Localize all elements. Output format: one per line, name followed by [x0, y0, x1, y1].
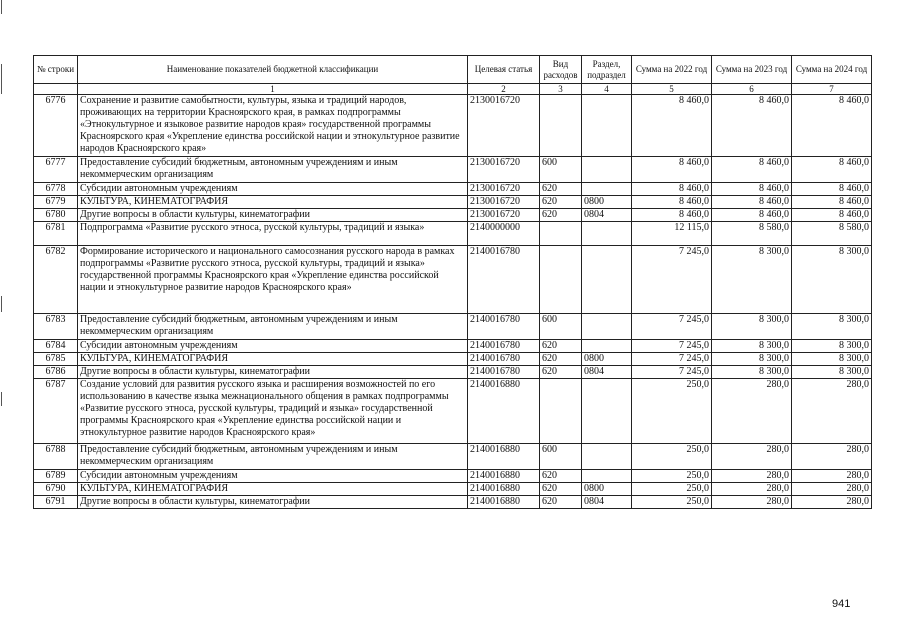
target-article-code: 2140016780: [468, 353, 540, 366]
sum-2022: 8 460,0: [632, 183, 712, 196]
section-code: [582, 222, 632, 246]
sum-2024: 280,0: [792, 444, 872, 470]
expense-type-code: [540, 246, 582, 314]
indicator-name: Создание условий для развития русского языка и расширения возможностей по его использованию в качестве языка межнационального общения в рамках подпрограммы «Развитие русского этноса, русской культуры, традиций и языка» государственной программы Красноярского края «Укрепление единства российской нации и этнокультурное развитие народов Красноярского края»: [78, 379, 468, 444]
sum-2022: 7 245,0: [632, 366, 712, 379]
header-sum-2024: Сумма на 2024 год: [792, 56, 872, 84]
expense-type-code: 620: [540, 470, 582, 483]
sum-2024: 8 460,0: [792, 183, 872, 196]
column-number: 2: [468, 84, 540, 95]
indicator-name: Субсидии автономным учреждениям: [78, 183, 468, 196]
indicator-name: Сохранение и развитие самобытности, культуры, языка и традиций народов, проживающих на территории Красноярского края, в рамках подпрограммы «Этнокультурное и языковое развитие народов края» государственной программы Красноярского края «Укрепление единства российской нации и этнокультурное развитие народов Красноярского края»: [78, 95, 468, 157]
section-code: 0804: [582, 366, 632, 379]
indicator-name: Другие вопросы в области культуры, кинематографии: [78, 209, 468, 222]
sum-2022: 8 460,0: [632, 95, 712, 157]
section-code: [582, 470, 632, 483]
section-code: [582, 183, 632, 196]
expense-type-code: [540, 222, 582, 246]
sum-2023: 8 460,0: [712, 183, 792, 196]
indicator-name: КУЛЬТУРА, КИНЕМАТОГРАФИЯ: [78, 196, 468, 209]
table-row: [34, 470, 872, 483]
row-number: 6789: [34, 470, 78, 483]
sum-2023: 280,0: [712, 483, 792, 496]
section-code: 0800: [582, 353, 632, 366]
table-row: [34, 496, 872, 509]
expense-type-code: 620: [540, 483, 582, 496]
row-number: 6785: [34, 353, 78, 366]
expense-type-code: 600: [540, 314, 582, 340]
section-code: 0800: [582, 196, 632, 209]
scan-edge-mark: [1, 392, 2, 406]
sum-2022: 7 245,0: [632, 314, 712, 340]
indicator-name: Другие вопросы в области культуры, кинематографии: [78, 366, 468, 379]
indicator-name: Предоставление субсидий бюджетным, автономным учреждениям и иным некоммерческим организациям: [78, 157, 468, 183]
table-row: [34, 183, 872, 196]
sum-2024: 8 460,0: [792, 196, 872, 209]
sum-2023: 8 300,0: [712, 340, 792, 353]
column-number-row: [34, 84, 872, 95]
sum-2023: 8 460,0: [712, 157, 792, 183]
sum-2023: 280,0: [712, 496, 792, 509]
target-article-code: 2140016780: [468, 314, 540, 340]
sum-2022: 7 245,0: [632, 246, 712, 314]
sum-2024: 280,0: [792, 496, 872, 509]
table-row: [34, 366, 872, 379]
column-number: 6: [712, 84, 792, 95]
expense-type-code: 620: [540, 196, 582, 209]
sum-2022: 8 460,0: [632, 196, 712, 209]
indicator-name: Другие вопросы в области культуры, кинематографии: [78, 496, 468, 509]
sum-2023: 280,0: [712, 379, 792, 444]
sum-2022: 250,0: [632, 496, 712, 509]
indicator-name: Формирование исторического и национального самосознания русского народа в рамках подпрограммы «Развитие русского этноса, русской культуры, традиций и языка» государственной программы Красноярского края «Укрепление единства российской нации и этнокультурное развитие народов Красноярского края»: [78, 246, 468, 314]
sum-2022: 8 460,0: [632, 209, 712, 222]
table-row: [34, 95, 872, 157]
row-number: 6786: [34, 366, 78, 379]
sum-2022: 250,0: [632, 379, 712, 444]
sum-2024: 8 460,0: [792, 95, 872, 157]
row-number: 6787: [34, 379, 78, 444]
expense-type-code: 620: [540, 340, 582, 353]
row-number: 6781: [34, 222, 78, 246]
sum-2024: 280,0: [792, 470, 872, 483]
sum-2023: 8 300,0: [712, 314, 792, 340]
budget-table: [33, 55, 872, 509]
header-row-number: № строки: [34, 56, 78, 84]
target-article-code: 2130016720: [468, 183, 540, 196]
row-number: 6777: [34, 157, 78, 183]
indicator-name: Предоставление субсидий бюджетным, автономным учреждениям и иным некоммерческим организациям: [78, 444, 468, 470]
header-target-article: Целевая статья: [468, 56, 540, 84]
expense-type-code: [540, 95, 582, 157]
target-article-code: 2140016880: [468, 379, 540, 444]
sum-2024: 8 300,0: [792, 366, 872, 379]
column-number: 4: [582, 84, 632, 95]
sum-2024: 8 300,0: [792, 246, 872, 314]
section-code: [582, 340, 632, 353]
table-row: [34, 209, 872, 222]
row-number: 6784: [34, 340, 78, 353]
table-row: [34, 222, 872, 246]
indicator-name: КУЛЬТУРА, КИНЕМАТОГРАФИЯ: [78, 353, 468, 366]
table-row: [34, 340, 872, 353]
indicator-name: Предоставление субсидий бюджетным, автономным учреждениям и иным некоммерческим организациям: [78, 314, 468, 340]
section-code: 0800: [582, 483, 632, 496]
table-row: [34, 483, 872, 496]
target-article-code: 2140016880: [468, 444, 540, 470]
section-code: [582, 157, 632, 183]
column-number: 3: [540, 84, 582, 95]
row-number: 6783: [34, 314, 78, 340]
table-header-row: [34, 56, 872, 84]
section-code: [582, 314, 632, 340]
section-code: [582, 246, 632, 314]
indicator-name: Субсидии автономным учреждениям: [78, 470, 468, 483]
table-row: [34, 196, 872, 209]
scan-edge-mark: [1, 0, 2, 14]
sum-2024: 8 300,0: [792, 340, 872, 353]
column-number: 5: [632, 84, 712, 95]
header-section: Раздел, подраздел: [582, 56, 632, 84]
expense-type-code: 600: [540, 157, 582, 183]
target-article-code: 2130016720: [468, 157, 540, 183]
sum-2023: 8 460,0: [712, 95, 792, 157]
header-indicator-name: Наименование показателей бюджетной классификации: [78, 56, 468, 84]
row-number: 6776: [34, 95, 78, 157]
expense-type-code: 620: [540, 353, 582, 366]
target-article-code: 2140016880: [468, 470, 540, 483]
target-article-code: 2130016720: [468, 209, 540, 222]
target-article-code: 2140016780: [468, 246, 540, 314]
sum-2022: 7 245,0: [632, 353, 712, 366]
column-number: [34, 84, 78, 95]
target-article-code: 2140016780: [468, 366, 540, 379]
sum-2023: 8 300,0: [712, 353, 792, 366]
target-article-code: 2140016880: [468, 496, 540, 509]
expense-type-code: 620: [540, 183, 582, 196]
expense-type-code: 620: [540, 496, 582, 509]
sum-2023: 8 300,0: [712, 366, 792, 379]
sum-2024: 280,0: [792, 483, 872, 496]
target-article-code: 2130016720: [468, 95, 540, 157]
expense-type-code: 620: [540, 366, 582, 379]
indicator-name: Подпрограмма «Развитие русского этноса, русской культуры, традиций и языка»: [78, 222, 468, 246]
expense-type-code: [540, 379, 582, 444]
target-article-code: 2130016720: [468, 196, 540, 209]
expense-type-code: 620: [540, 209, 582, 222]
sum-2022: 7 245,0: [632, 340, 712, 353]
sum-2023: 8 300,0: [712, 246, 792, 314]
page-number: 941: [832, 598, 851, 610]
header-sum-2022: Сумма на 2022 год: [632, 56, 712, 84]
sum-2023: 280,0: [712, 444, 792, 470]
row-number: 6778: [34, 183, 78, 196]
sum-2022: 250,0: [632, 444, 712, 470]
table-body: [34, 95, 872, 509]
scan-edge-mark: [1, 64, 2, 94]
section-code: 0804: [582, 209, 632, 222]
sum-2024: 8 460,0: [792, 209, 872, 222]
sum-2024: 280,0: [792, 379, 872, 444]
sum-2023: 8 580,0: [712, 222, 792, 246]
table-row: [34, 314, 872, 340]
target-article-code: 2140016780: [468, 340, 540, 353]
sum-2023: 8 460,0: [712, 209, 792, 222]
table-row: [34, 157, 872, 183]
column-number: 7: [792, 84, 872, 95]
row-number: 6788: [34, 444, 78, 470]
sum-2024: 8 460,0: [792, 157, 872, 183]
table-row: [34, 246, 872, 314]
expense-type-code: 600: [540, 444, 582, 470]
scan-edge-mark: [1, 296, 2, 312]
row-number: 6780: [34, 209, 78, 222]
sum-2022: 12 115,0: [632, 222, 712, 246]
sum-2023: 8 460,0: [712, 196, 792, 209]
column-number: 1: [78, 84, 468, 95]
table-row: [34, 444, 872, 470]
sum-2022: 250,0: [632, 483, 712, 496]
header-expense-type: Вид расходов: [540, 56, 582, 84]
row-number: 6782: [34, 246, 78, 314]
indicator-name: Субсидии автономным учреждениям: [78, 340, 468, 353]
table-row: [34, 379, 872, 444]
sum-2024: 8 300,0: [792, 353, 872, 366]
section-code: [582, 95, 632, 157]
section-code: [582, 379, 632, 444]
target-article-code: 2140000000: [468, 222, 540, 246]
indicator-name: КУЛЬТУРА, КИНЕМАТОГРАФИЯ: [78, 483, 468, 496]
row-number: 6790: [34, 483, 78, 496]
row-number: 6779: [34, 196, 78, 209]
row-number: 6791: [34, 496, 78, 509]
sum-2023: 280,0: [712, 470, 792, 483]
sum-2022: 250,0: [632, 470, 712, 483]
sum-2024: 8 300,0: [792, 314, 872, 340]
table-row: [34, 353, 872, 366]
sum-2024: 8 580,0: [792, 222, 872, 246]
header-sum-2023: Сумма на 2023 год: [712, 56, 792, 84]
sum-2022: 8 460,0: [632, 157, 712, 183]
section-code: [582, 444, 632, 470]
section-code: 0804: [582, 496, 632, 509]
target-article-code: 2140016880: [468, 483, 540, 496]
